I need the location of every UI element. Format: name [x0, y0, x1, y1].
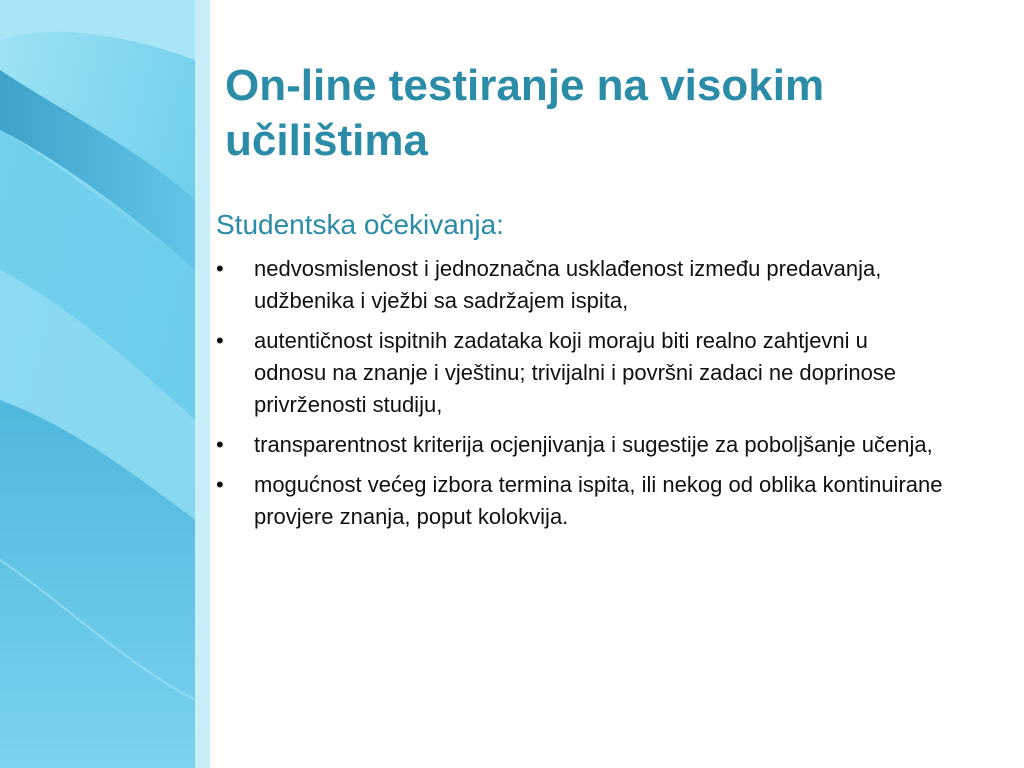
bullet-item	[216, 253, 946, 317]
decorative-wave-graphic	[0, 0, 210, 768]
decorative-side-panel	[0, 0, 210, 768]
bullet-icon: •	[216, 432, 224, 457]
bullet-item	[216, 429, 946, 461]
slide-title-line-2: učilištima	[225, 116, 428, 165]
bullet-text: transparentnost kriterija ocjenjivanja i sugestije za poboljšanje učenja,	[254, 432, 933, 457]
slide-content	[216, 205, 946, 541]
bullet-icon: •	[216, 328, 224, 353]
bullet-icon: •	[216, 472, 224, 497]
bullet-item	[216, 469, 946, 533]
bullet-text: autentičnost ispitnih zadataka koji moraju biti realno zahtjevni u odnosu na znanje i vještinu; trivijalni i površni zadaci ne doprinose privrženosti studiju,	[254, 328, 897, 417]
bullet-item	[216, 325, 946, 421]
bullet-text: mogućnost većeg izbora termina ispita, ili nekog od oblika kontinuirane provjere znanja, poput kolokvija.	[254, 472, 943, 529]
bullet-text: nedvosmislenost i jednoznačna usklađenost između predavanja, udžbenika i vježbi sa sadržajem ispita,	[254, 256, 882, 313]
bullet-icon: •	[216, 256, 224, 281]
subheading: Studentska očekivanja:	[216, 209, 504, 240]
slide-title	[225, 58, 985, 168]
bullet-list	[216, 253, 946, 533]
slide-title-line-1: On-line testiranje na visokim	[225, 61, 825, 110]
